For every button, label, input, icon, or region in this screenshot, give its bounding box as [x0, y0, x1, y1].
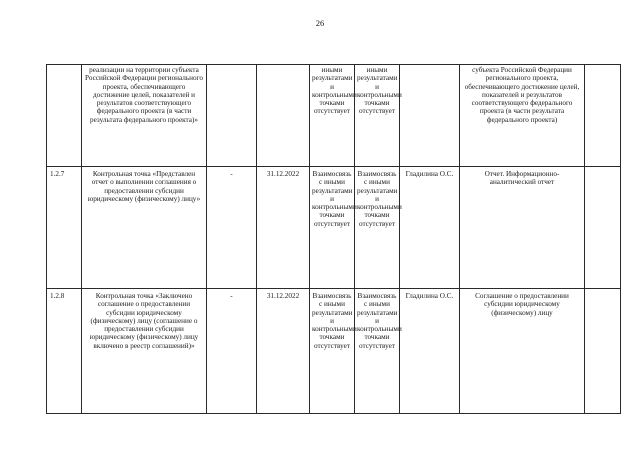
- row-document: Отчет. Информационно-аналитический отчет: [460, 167, 585, 289]
- row-relation-1: Взаимосвязь с иными результатами и контрольными точками отсутствует: [310, 167, 355, 289]
- row-responsible: [400, 65, 460, 167]
- row-date: 31.12.2022: [257, 289, 310, 414]
- row-document: субъекта Российской Федерации регионального проекта, обеспечивающего достижение целей, показателей и результатов соответствующего федерального проекта (в части результата федерального проекта): [460, 65, 585, 167]
- row-relation-1: Взаимосвязь с иными результатами и контрольными точками отсутствует: [310, 289, 355, 414]
- row-extra: [585, 65, 621, 167]
- row-relation-1: иными результатами и контрольными точками отсутствует: [310, 65, 355, 167]
- table-row: [47, 167, 621, 289]
- row-relation-2: Взаимосвязь с иными результатами и контрольными точками отсутствует: [355, 289, 400, 414]
- row-relation-2: Взаимосвязь с иными результатами и контрольными точками отсутствует: [355, 167, 400, 289]
- row-name: Контрольная точка «Заключено соглашение о предоставлении субсидии юридическому (физическому) лицу (соглашение о предоставлении субсидии юридическому (физическому) лицу включено в реестр соглашений)»: [82, 289, 207, 414]
- row-number: 1.2.8: [47, 289, 82, 414]
- row-document: Соглашение о предоставлении субсидии юридическому (физическому) лицу: [460, 289, 585, 414]
- row-dash: -: [207, 289, 257, 414]
- row-responsible: Гладилина О.С.: [400, 167, 460, 289]
- row-name: реализации на территории субъекта Российской Федерации регионального проекта, обеспечивающего достижение целей, показателей и результатов соответствующего федерального проекта (в части результата федерального проекта)»: [82, 65, 207, 167]
- row-number: [47, 65, 82, 167]
- page-number: 26: [315, 18, 325, 28]
- row-relation-2: иными результатами и контрольными точками отсутствует: [355, 65, 400, 167]
- row-date: [257, 65, 310, 167]
- row-dash: [207, 65, 257, 167]
- row-name: Контрольная точка «Представлен отчет о выполнении соглашения о предоставлении субсидии юридическому (физическому) лицу»: [82, 167, 207, 289]
- row-extra: [585, 167, 621, 289]
- row-date: 31.12.2022: [257, 167, 310, 289]
- table-row: [47, 65, 621, 167]
- table-row: [47, 289, 621, 414]
- row-responsible: Гладилина О.С.: [400, 289, 460, 414]
- control-points-table: [46, 64, 621, 414]
- row-dash: -: [207, 167, 257, 289]
- row-number: 1.2.7: [47, 167, 82, 289]
- row-extra: [585, 289, 621, 414]
